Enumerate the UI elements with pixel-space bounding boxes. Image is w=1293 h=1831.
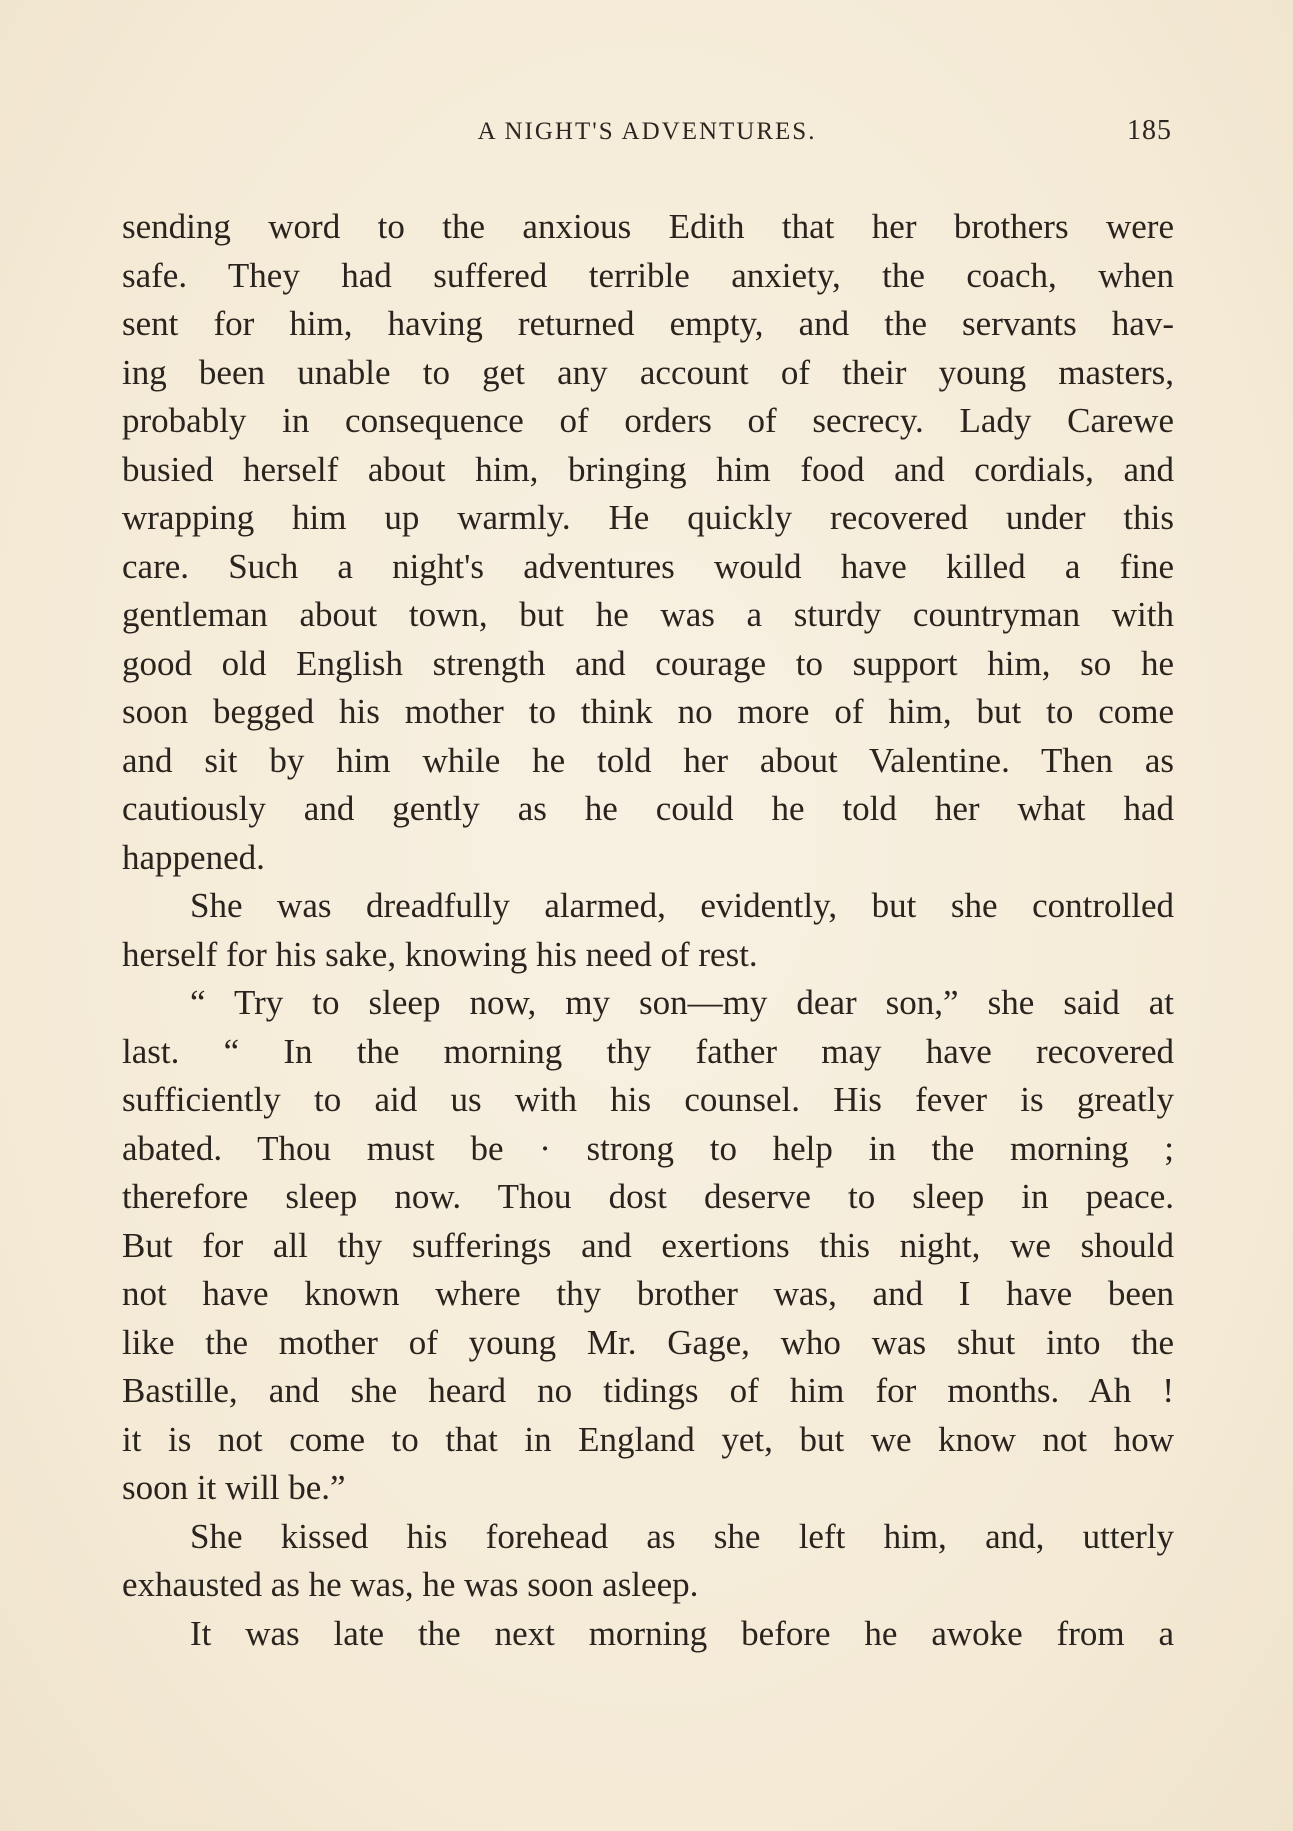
text-line: happened. (122, 837, 265, 877)
page-number: 185 (1127, 115, 1172, 146)
text-line: soon it will be.” (122, 1468, 346, 1507)
text-line: sending word to the anxious Edith that her brothers were (122, 207, 1174, 246)
text-line: care. Such a night's adventures would have killed a fine (122, 546, 1174, 586)
text-line: and sit by him while he told her about Valentine. Then as (122, 740, 1174, 780)
text-line: “ Try to sleep now, my son—my dear son,” she said at (190, 983, 1174, 1022)
text-line: She kissed his forehead as she left him, and, utterly (190, 1516, 1174, 1556)
text-line: herself for his sake, knowing his need of rest. (122, 934, 758, 974)
text-line: busied herself about him, bringing him food and cordials, and (122, 449, 1174, 489)
text-line: soon begged his mother to think no more of him, but to come (122, 692, 1174, 731)
text-line: exhausted as he was, he was soon asleep. (122, 1565, 699, 1604)
text-line: safe. They had suffered terrible anxiety, the coach, when (122, 255, 1174, 295)
text-line: probably in consequence of orders of secrecy. Lady Carewe (122, 401, 1174, 440)
text-line: not have known where thy brother was, and I have been (122, 1274, 1174, 1313)
text-line: But for all thy sufferings and exertions this night, we should (122, 1225, 1174, 1265)
text-line: cautiously and gently as he could he told her what had (122, 789, 1174, 828)
text-line: abated. Thou must be · strong to help in the morning ; (122, 1128, 1174, 1168)
text-line: good old English strength and courage to support him, so he (122, 643, 1174, 683)
text-line: last. “ In the morning thy father may have recovered (122, 1031, 1174, 1071)
text-line: sent for him, having returned empty, and the servants hav- (122, 304, 1174, 343)
text-line: It was late the next morning before he awoke from a (190, 1613, 1174, 1653)
running-head: A NIGHT'S ADVENTURES. (477, 118, 817, 145)
text-line: it is not come to that in England yet, but we know not how (122, 1419, 1174, 1459)
text-line: sufficiently to aid us with his counsel. His fever is greatly (122, 1080, 1174, 1119)
text-line: wrapping him up warmly. He quickly recovered under this (122, 498, 1174, 537)
text-line: She was dreadfully alarmed, evidently, but she controlled (190, 886, 1174, 925)
page-header (122, 112, 1172, 160)
text-line: gentleman about town, but he was a sturdy countryman with (122, 595, 1174, 634)
text-line: like the mother of young Mr. Gage, who was shut into the (122, 1322, 1174, 1362)
text-line: therefore sleep now. Thou dost deserve to sleep in peace. (122, 1177, 1174, 1216)
body-text (122, 203, 1174, 1658)
text-line: Bastille, and she heard no tidings of him for months. Ah ! (122, 1371, 1174, 1410)
text-line: ing been unable to get any account of their young masters, (122, 352, 1174, 392)
